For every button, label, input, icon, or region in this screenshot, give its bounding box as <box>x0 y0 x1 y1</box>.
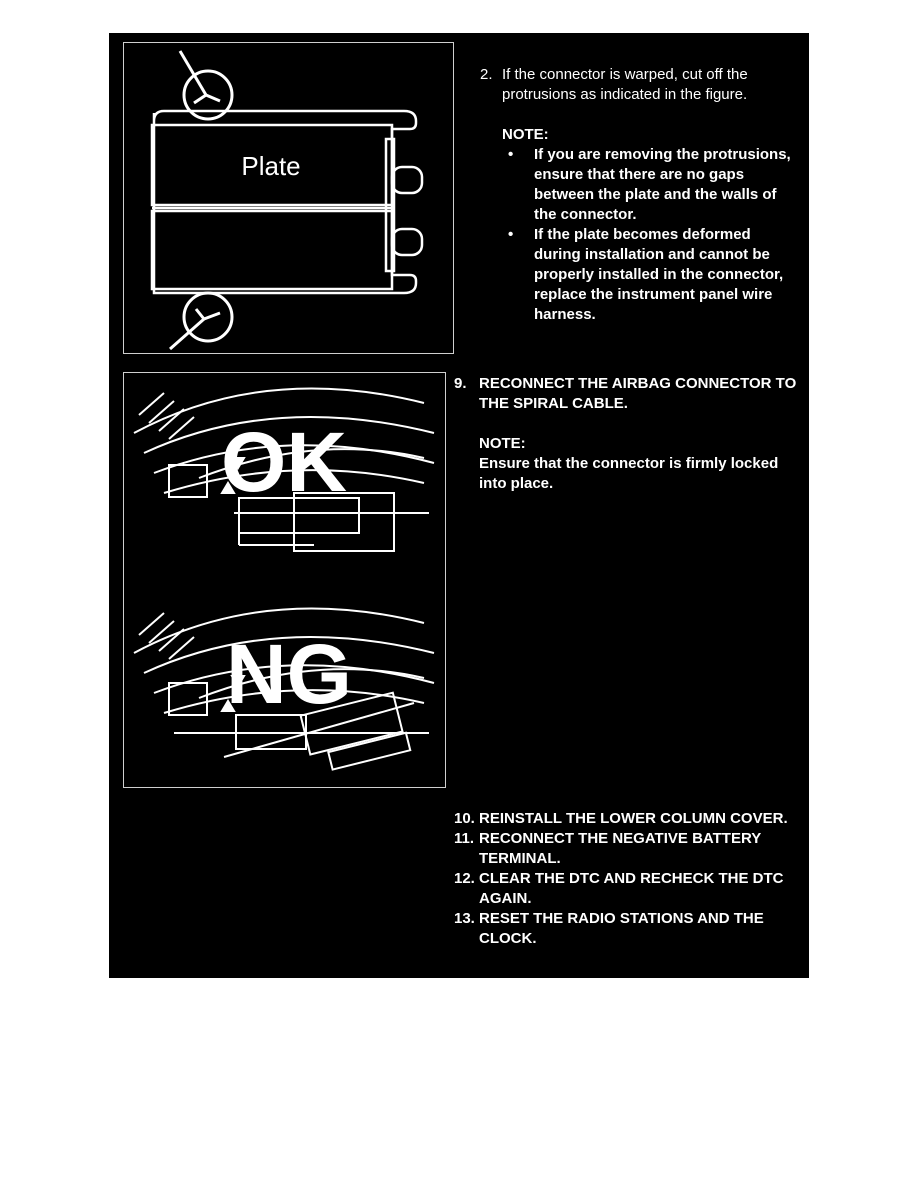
connector-ok-ng-figure <box>123 372 446 788</box>
step-9 <box>454 374 799 494</box>
note-text: If you are removing the protrusions, ensure that there are no gaps between the plate and the walls of the connector. <box>534 146 791 223</box>
final-steps <box>454 809 799 949</box>
note-item <box>502 145 801 225</box>
step-number: 10. <box>454 810 475 827</box>
note-text: Ensure that the connector is firmly locked into place. <box>479 455 779 492</box>
manual-page <box>109 33 809 978</box>
bullet-glyph: • <box>508 146 514 163</box>
step-text: RESET THE RADIO STATIONS AND THE CLOCK. <box>479 910 764 947</box>
note-text: If the plate becomes deformed during installation and cannot be properly installed in the connector, replace the instrument panel wire harness. <box>534 226 784 323</box>
connector-ok-ng-drawing <box>124 373 445 787</box>
step-11 <box>454 829 799 869</box>
step-text: RECONNECT THE NEGATIVE BATTERY TERMINAL. <box>479 830 761 867</box>
note-heading: NOTE: <box>502 126 549 143</box>
connector-plate-figure <box>123 42 454 354</box>
step-text: RECONNECT THE AIRBAG CONNECTOR TO THE SPIRAL CABLE. <box>479 375 797 412</box>
step-text: CLEAR THE DTC AND RECHECK THE DTC AGAIN. <box>479 870 784 907</box>
plate-label: Plate <box>241 151 301 181</box>
step-number: 13. <box>454 910 475 927</box>
lower-protrusion-callout <box>170 293 232 349</box>
connector-plate-drawing <box>124 43 453 353</box>
upper-protrusion-callout <box>180 51 232 119</box>
step-number: 2. <box>480 66 493 83</box>
step-2 <box>456 65 801 325</box>
ng-label: NG <box>226 627 352 721</box>
step-10 <box>454 809 799 829</box>
note-heading: NOTE: <box>479 435 526 452</box>
bullet-glyph: • <box>508 226 514 243</box>
note-list <box>502 145 801 325</box>
step-number: 9. <box>454 375 467 392</box>
step-number: 11. <box>454 830 475 847</box>
step-text: REINSTALL THE LOWER COLUMN COVER. <box>479 810 788 827</box>
ok-label: OK <box>221 415 347 509</box>
note-item <box>502 225 801 325</box>
step-number: 12. <box>454 870 475 887</box>
step-13 <box>454 909 799 949</box>
step-12 <box>454 869 799 909</box>
step-text: If the connector is warped, cut off the protrusions as indicated in the figure. <box>502 66 748 103</box>
